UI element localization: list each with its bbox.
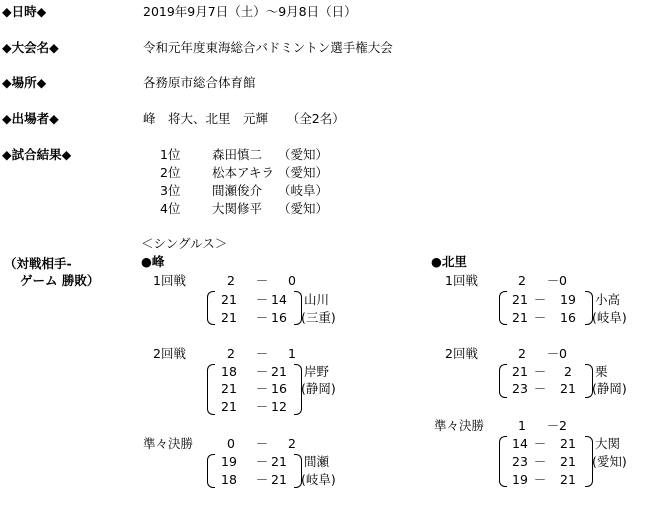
player-name: ●北里: [431, 254, 467, 269]
total-score-right: 1: [288, 346, 296, 361]
game-score: 18: [221, 364, 237, 379]
game-score: 21: [221, 399, 237, 414]
score-dash: －: [546, 418, 560, 433]
game-score: 12: [271, 399, 287, 414]
opponent-name: 栗: [595, 364, 608, 379]
score-dash: －: [255, 381, 269, 396]
round-label: 1回戦: [445, 273, 478, 288]
score-dash: －: [255, 292, 269, 307]
opponent-pref: (愛知): [592, 454, 627, 469]
result-pref: （愛知）: [278, 147, 329, 162]
opponent-name: 大関: [595, 436, 621, 451]
total-score-right: 2: [288, 436, 296, 451]
score-dash: －: [546, 273, 560, 288]
score-dash: －: [255, 346, 269, 361]
player-name: ●峰: [141, 254, 165, 269]
game-score: 21: [271, 364, 287, 379]
opponent-pref: (三重): [301, 310, 336, 325]
games-bracket: [207, 364, 215, 415]
score-dash: －: [533, 472, 547, 487]
score-dash: －: [255, 364, 269, 379]
results-label: ◆試合結果◆: [2, 147, 72, 162]
date-value: 2019年9月7日（土）～9月8日（日）: [143, 4, 357, 19]
score-dash: －: [255, 472, 269, 487]
opponent-pref: (静岡): [592, 381, 627, 396]
venue-label: ◆場所◆: [2, 75, 47, 90]
game-score: 21: [221, 292, 237, 307]
event-value: 令和元年度東海総合バドミントン選手権大会: [143, 40, 393, 55]
games-bracket: [499, 436, 507, 487]
game-score: 23: [512, 454, 528, 469]
game-score: 21: [560, 381, 576, 396]
opponent-name: 間瀬: [304, 454, 330, 469]
game-score: 23: [512, 381, 528, 396]
score-dash: －: [255, 454, 269, 469]
result-name: 間瀬俊介: [212, 183, 263, 198]
score-dash: －: [255, 310, 269, 325]
result-name: 大関修平: [212, 201, 263, 216]
game-score: 21: [512, 364, 528, 379]
round-label: 準々決勝: [143, 436, 194, 451]
game-score: 2: [564, 364, 572, 379]
games-bracket: [499, 364, 507, 398]
games-bracket: [207, 291, 215, 325]
result-rank: 4位: [160, 201, 181, 216]
score-dash: －: [255, 399, 269, 414]
score-dash: －: [533, 310, 547, 325]
total-score-right: 0: [559, 273, 567, 288]
opponent-name: 岸野: [304, 364, 330, 379]
opponent-legend-line1: （対戦相手-: [4, 256, 72, 271]
total-score-right: 0: [559, 346, 567, 361]
game-score: 19: [221, 454, 237, 469]
round-label: 2回戦: [445, 346, 478, 361]
round-label: 準々決勝: [434, 418, 485, 433]
result-name: 森田慎二: [212, 147, 263, 162]
score-dash: －: [255, 436, 269, 451]
games-bracket: [499, 291, 507, 325]
result-rank: 1位: [160, 147, 181, 162]
result-rank: 2位: [160, 165, 181, 180]
players-value: 峰 将大、北里 元輝 （全2名）: [143, 111, 345, 126]
game-score: 21: [271, 472, 287, 487]
opponent-legend-line2: ゲーム 勝敗）: [20, 273, 100, 288]
result-pref: （岐阜）: [278, 183, 329, 198]
total-score-left: 0: [227, 436, 235, 451]
result-name: 松本アキラ: [212, 165, 275, 180]
games-bracket: [207, 454, 215, 488]
total-score-left: 2: [227, 273, 235, 288]
game-score: 21: [221, 310, 237, 325]
result-rank: 3位: [160, 183, 181, 198]
game-score: 21: [560, 454, 576, 469]
round-label: 2回戦: [153, 346, 186, 361]
game-score: 21: [221, 381, 237, 396]
players-label: ◆出場者◆: [2, 111, 59, 126]
date-label: ◆日時◆: [2, 4, 47, 19]
event-label: ◆大会名◆: [2, 40, 59, 55]
opponent-name: 山川: [304, 292, 330, 307]
game-score: 19: [560, 292, 576, 307]
game-score: 21: [271, 454, 287, 469]
total-score-left: 2: [227, 346, 235, 361]
singles-heading: ＜シングルス＞: [141, 236, 228, 251]
game-score: 21: [512, 292, 528, 307]
game-score: 16: [560, 310, 576, 325]
total-score-right: 2: [559, 418, 567, 433]
game-score: 21: [560, 436, 576, 451]
game-score: 18: [221, 472, 237, 487]
score-dash: －: [533, 436, 547, 451]
score-dash: －: [533, 364, 547, 379]
game-score: 16: [271, 310, 287, 325]
result-pref: （愛知）: [278, 201, 329, 216]
score-dash: －: [533, 381, 547, 396]
result-pref: （愛知）: [278, 165, 329, 180]
venue-value: 各務原市総合体育館: [143, 75, 256, 90]
round-label: 1回戦: [153, 273, 186, 288]
opponent-pref: (岐阜): [592, 310, 627, 325]
game-score: 21: [560, 472, 576, 487]
game-score: 19: [512, 472, 528, 487]
opponent-pref: (岐阜): [301, 472, 336, 487]
game-score: 14: [271, 292, 287, 307]
game-score: 16: [271, 381, 287, 396]
opponent-pref: (静岡): [301, 381, 336, 396]
total-score-left: 2: [518, 273, 526, 288]
game-score: 21: [512, 310, 528, 325]
score-dash: －: [546, 346, 560, 361]
score-dash: －: [533, 454, 547, 469]
opponent-name: 小高: [595, 292, 621, 307]
score-dash: －: [533, 292, 547, 307]
total-score-left: 1: [518, 418, 526, 433]
game-score: 14: [512, 436, 528, 451]
total-score-right: 0: [288, 273, 296, 288]
total-score-left: 2: [518, 346, 526, 361]
score-dash: －: [255, 273, 269, 288]
